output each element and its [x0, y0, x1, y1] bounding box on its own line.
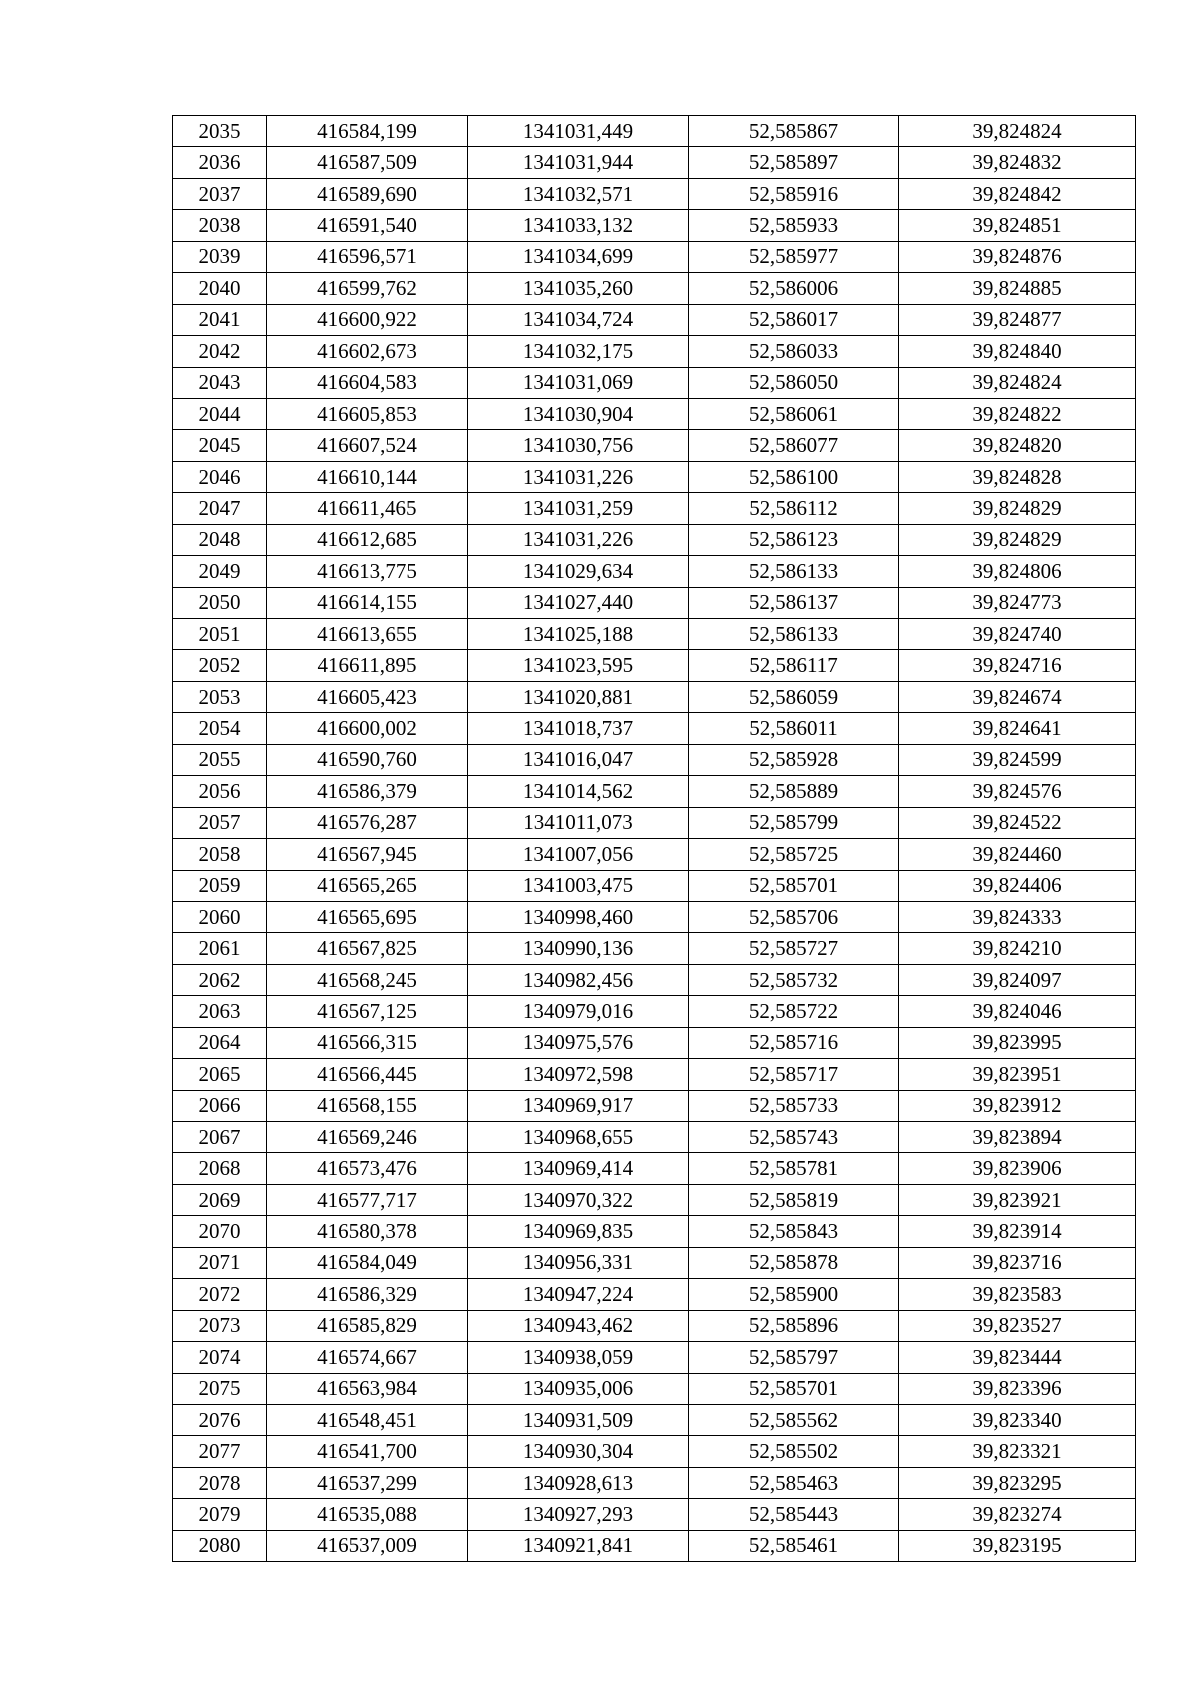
x-coordinate-cell: 416589,690	[267, 178, 468, 209]
point-number-cell: 2079	[173, 1499, 267, 1530]
latitude-cell: 52,585701	[689, 1373, 899, 1404]
table-row	[173, 996, 1136, 1027]
longitude-cell: 39,823195	[899, 1530, 1136, 1561]
x-coordinate-cell: 416599,762	[267, 273, 468, 304]
longitude-cell: 39,824840	[899, 336, 1136, 367]
latitude-cell: 52,585977	[689, 241, 899, 272]
point-number-cell: 2074	[173, 1342, 267, 1373]
x-coordinate-cell: 416567,945	[267, 839, 468, 870]
y-coordinate-cell: 1340969,835	[468, 1216, 689, 1247]
table-row	[173, 210, 1136, 241]
x-coordinate-cell: 416567,125	[267, 996, 468, 1027]
y-coordinate-cell: 1341031,944	[468, 147, 689, 178]
table-row	[173, 304, 1136, 335]
point-number-cell: 2065	[173, 1059, 267, 1090]
x-coordinate-cell: 416565,695	[267, 901, 468, 932]
x-coordinate-cell: 416613,775	[267, 556, 468, 587]
point-number-cell: 2064	[173, 1027, 267, 1058]
table-row	[173, 336, 1136, 367]
latitude-cell: 52,586077	[689, 430, 899, 461]
y-coordinate-cell: 1341014,562	[468, 776, 689, 807]
longitude-cell: 39,823396	[899, 1373, 1136, 1404]
table-row	[173, 744, 1136, 775]
y-coordinate-cell: 1340947,224	[468, 1279, 689, 1310]
latitude-cell: 52,586011	[689, 713, 899, 744]
x-coordinate-cell: 416576,287	[267, 807, 468, 838]
coordinates-table-body	[173, 116, 1136, 1562]
table-row	[173, 901, 1136, 932]
latitude-cell: 52,585928	[689, 744, 899, 775]
x-coordinate-cell: 416605,423	[267, 681, 468, 712]
table-row	[173, 587, 1136, 618]
latitude-cell: 52,585797	[689, 1342, 899, 1373]
x-coordinate-cell: 416565,265	[267, 870, 468, 901]
y-coordinate-cell: 1341018,737	[468, 713, 689, 744]
table-row	[173, 493, 1136, 524]
table-row	[173, 1467, 1136, 1498]
point-number-cell: 2056	[173, 776, 267, 807]
longitude-cell: 39,823295	[899, 1467, 1136, 1498]
point-number-cell: 2077	[173, 1436, 267, 1467]
table-row	[173, 241, 1136, 272]
point-number-cell: 2050	[173, 587, 267, 618]
point-number-cell: 2078	[173, 1467, 267, 1498]
x-coordinate-cell: 416596,571	[267, 241, 468, 272]
x-coordinate-cell: 416541,700	[267, 1436, 468, 1467]
point-number-cell: 2068	[173, 1153, 267, 1184]
longitude-cell: 39,824522	[899, 807, 1136, 838]
coordinates-table	[172, 115, 1136, 1562]
longitude-cell: 39,824828	[899, 461, 1136, 492]
longitude-cell: 39,823716	[899, 1247, 1136, 1278]
x-coordinate-cell: 416591,540	[267, 210, 468, 241]
y-coordinate-cell: 1340938,059	[468, 1342, 689, 1373]
y-coordinate-cell: 1340990,136	[468, 933, 689, 964]
x-coordinate-cell: 416580,378	[267, 1216, 468, 1247]
table-row	[173, 807, 1136, 838]
longitude-cell: 39,823995	[899, 1027, 1136, 1058]
longitude-cell: 39,824876	[899, 241, 1136, 272]
y-coordinate-cell: 1341007,056	[468, 839, 689, 870]
longitude-cell: 39,823527	[899, 1310, 1136, 1341]
table-row	[173, 870, 1136, 901]
y-coordinate-cell: 1341032,175	[468, 336, 689, 367]
y-coordinate-cell: 1340979,016	[468, 996, 689, 1027]
x-coordinate-cell: 416587,509	[267, 147, 468, 178]
latitude-cell: 52,585819	[689, 1184, 899, 1215]
table-row	[173, 650, 1136, 681]
table-row	[173, 1216, 1136, 1247]
y-coordinate-cell: 1341030,904	[468, 398, 689, 429]
longitude-cell: 39,824822	[899, 398, 1136, 429]
y-coordinate-cell: 1341032,571	[468, 178, 689, 209]
point-number-cell: 2044	[173, 398, 267, 429]
longitude-cell: 39,824406	[899, 870, 1136, 901]
longitude-cell: 39,824740	[899, 619, 1136, 650]
x-coordinate-cell: 416584,049	[267, 1247, 468, 1278]
longitude-cell: 39,824842	[899, 178, 1136, 209]
table-row	[173, 1122, 1136, 1153]
latitude-cell: 52,585706	[689, 901, 899, 932]
y-coordinate-cell: 1341025,188	[468, 619, 689, 650]
x-coordinate-cell: 416586,329	[267, 1279, 468, 1310]
latitude-cell: 52,585717	[689, 1059, 899, 1090]
latitude-cell: 52,585716	[689, 1027, 899, 1058]
point-number-cell: 2062	[173, 964, 267, 995]
point-number-cell: 2041	[173, 304, 267, 335]
table-row	[173, 839, 1136, 870]
longitude-cell: 39,823321	[899, 1436, 1136, 1467]
latitude-cell: 52,585867	[689, 116, 899, 147]
point-number-cell: 2042	[173, 336, 267, 367]
point-number-cell: 2051	[173, 619, 267, 650]
latitude-cell: 52,585443	[689, 1499, 899, 1530]
point-number-cell: 2063	[173, 996, 267, 1027]
latitude-cell: 52,585878	[689, 1247, 899, 1278]
x-coordinate-cell: 416537,299	[267, 1467, 468, 1498]
point-number-cell: 2060	[173, 901, 267, 932]
point-number-cell: 2038	[173, 210, 267, 241]
point-number-cell: 2066	[173, 1090, 267, 1121]
longitude-cell: 39,824824	[899, 367, 1136, 398]
y-coordinate-cell: 1340931,509	[468, 1404, 689, 1435]
y-coordinate-cell: 1340970,322	[468, 1184, 689, 1215]
table-row	[173, 1342, 1136, 1373]
y-coordinate-cell: 1341030,756	[468, 430, 689, 461]
latitude-cell: 52,586112	[689, 493, 899, 524]
point-number-cell: 2073	[173, 1310, 267, 1341]
latitude-cell: 52,585933	[689, 210, 899, 241]
longitude-cell: 39,824599	[899, 744, 1136, 775]
latitude-cell: 52,585843	[689, 1216, 899, 1247]
x-coordinate-cell: 416611,465	[267, 493, 468, 524]
latitude-cell: 52,585743	[689, 1122, 899, 1153]
x-coordinate-cell: 416584,199	[267, 116, 468, 147]
x-coordinate-cell: 416586,379	[267, 776, 468, 807]
table-row	[173, 933, 1136, 964]
table-row	[173, 367, 1136, 398]
latitude-cell: 52,585916	[689, 178, 899, 209]
table-row	[173, 1530, 1136, 1561]
y-coordinate-cell: 1341016,047	[468, 744, 689, 775]
latitude-cell: 52,585732	[689, 964, 899, 995]
point-number-cell: 2057	[173, 807, 267, 838]
longitude-cell: 39,823951	[899, 1059, 1136, 1090]
x-coordinate-cell: 416612,685	[267, 524, 468, 555]
y-coordinate-cell: 1340998,460	[468, 901, 689, 932]
longitude-cell: 39,824820	[899, 430, 1136, 461]
latitude-cell: 52,586123	[689, 524, 899, 555]
y-coordinate-cell: 1340921,841	[468, 1530, 689, 1561]
latitude-cell: 52,586006	[689, 273, 899, 304]
y-coordinate-cell: 1341023,595	[468, 650, 689, 681]
x-coordinate-cell: 416614,155	[267, 587, 468, 618]
latitude-cell: 52,585727	[689, 933, 899, 964]
longitude-cell: 39,824716	[899, 650, 1136, 681]
x-coordinate-cell: 416585,829	[267, 1310, 468, 1341]
point-number-cell: 2035	[173, 116, 267, 147]
point-number-cell: 2040	[173, 273, 267, 304]
latitude-cell: 52,585701	[689, 870, 899, 901]
table-row	[173, 178, 1136, 209]
point-number-cell: 2061	[173, 933, 267, 964]
point-number-cell: 2054	[173, 713, 267, 744]
longitude-cell: 39,824641	[899, 713, 1136, 744]
y-coordinate-cell: 1341031,226	[468, 461, 689, 492]
longitude-cell: 39,824210	[899, 933, 1136, 964]
y-coordinate-cell: 1341035,260	[468, 273, 689, 304]
latitude-cell: 52,586059	[689, 681, 899, 712]
longitude-cell: 39,824832	[899, 147, 1136, 178]
latitude-cell: 52,585799	[689, 807, 899, 838]
longitude-cell: 39,824877	[899, 304, 1136, 335]
latitude-cell: 52,585897	[689, 147, 899, 178]
longitude-cell: 39,824829	[899, 493, 1136, 524]
point-number-cell: 2069	[173, 1184, 267, 1215]
x-coordinate-cell: 416563,984	[267, 1373, 468, 1404]
longitude-cell: 39,824885	[899, 273, 1136, 304]
table-row	[173, 273, 1136, 304]
table-row	[173, 1499, 1136, 1530]
y-coordinate-cell: 1340935,006	[468, 1373, 689, 1404]
point-number-cell: 2037	[173, 178, 267, 209]
table-row	[173, 1279, 1136, 1310]
longitude-cell: 39,824773	[899, 587, 1136, 618]
y-coordinate-cell: 1341003,475	[468, 870, 689, 901]
table-row	[173, 1090, 1136, 1121]
table-row	[173, 1184, 1136, 1215]
longitude-cell: 39,823274	[899, 1499, 1136, 1530]
table-row	[173, 1059, 1136, 1090]
point-number-cell: 2052	[173, 650, 267, 681]
point-number-cell: 2067	[173, 1122, 267, 1153]
x-coordinate-cell: 416602,673	[267, 336, 468, 367]
longitude-cell: 39,823894	[899, 1122, 1136, 1153]
longitude-cell: 39,823912	[899, 1090, 1136, 1121]
y-coordinate-cell: 1340928,613	[468, 1467, 689, 1498]
longitude-cell: 39,824824	[899, 116, 1136, 147]
point-number-cell: 2047	[173, 493, 267, 524]
point-number-cell: 2070	[173, 1216, 267, 1247]
table-row	[173, 461, 1136, 492]
table-row	[173, 964, 1136, 995]
point-number-cell: 2046	[173, 461, 267, 492]
x-coordinate-cell: 416604,583	[267, 367, 468, 398]
table-row	[173, 1436, 1136, 1467]
latitude-cell: 52,586033	[689, 336, 899, 367]
longitude-cell: 39,823444	[899, 1342, 1136, 1373]
point-number-cell: 2076	[173, 1404, 267, 1435]
y-coordinate-cell: 1340982,456	[468, 964, 689, 995]
y-coordinate-cell: 1341031,226	[468, 524, 689, 555]
table-row	[173, 430, 1136, 461]
y-coordinate-cell: 1340956,331	[468, 1247, 689, 1278]
latitude-cell: 52,585725	[689, 839, 899, 870]
y-coordinate-cell: 1341029,634	[468, 556, 689, 587]
y-coordinate-cell: 1341027,440	[468, 587, 689, 618]
x-coordinate-cell: 416568,155	[267, 1090, 468, 1121]
latitude-cell: 52,585722	[689, 996, 899, 1027]
latitude-cell: 52,586133	[689, 556, 899, 587]
y-coordinate-cell: 1340930,304	[468, 1436, 689, 1467]
latitude-cell: 52,586117	[689, 650, 899, 681]
x-coordinate-cell: 416567,825	[267, 933, 468, 964]
y-coordinate-cell: 1341033,132	[468, 210, 689, 241]
point-number-cell: 2072	[173, 1279, 267, 1310]
point-number-cell: 2036	[173, 147, 267, 178]
longitude-cell: 39,823583	[899, 1279, 1136, 1310]
longitude-cell: 39,824674	[899, 681, 1136, 712]
table-row	[173, 1247, 1136, 1278]
longitude-cell: 39,823921	[899, 1184, 1136, 1215]
latitude-cell: 52,585896	[689, 1310, 899, 1341]
latitude-cell: 52,586061	[689, 398, 899, 429]
table-row	[173, 1153, 1136, 1184]
table-row	[173, 681, 1136, 712]
x-coordinate-cell: 416610,144	[267, 461, 468, 492]
x-coordinate-cell: 416566,315	[267, 1027, 468, 1058]
latitude-cell: 52,585502	[689, 1436, 899, 1467]
x-coordinate-cell: 416569,246	[267, 1122, 468, 1153]
point-number-cell: 2059	[173, 870, 267, 901]
latitude-cell: 52,586133	[689, 619, 899, 650]
x-coordinate-cell: 416574,667	[267, 1342, 468, 1373]
latitude-cell: 52,585463	[689, 1467, 899, 1498]
longitude-cell: 39,824333	[899, 901, 1136, 932]
table-row	[173, 713, 1136, 744]
y-coordinate-cell: 1341031,259	[468, 493, 689, 524]
latitude-cell: 52,585562	[689, 1404, 899, 1435]
y-coordinate-cell: 1341031,449	[468, 116, 689, 147]
latitude-cell: 52,585781	[689, 1153, 899, 1184]
latitude-cell: 52,586137	[689, 587, 899, 618]
point-number-cell: 2071	[173, 1247, 267, 1278]
x-coordinate-cell: 416600,002	[267, 713, 468, 744]
x-coordinate-cell: 416573,476	[267, 1153, 468, 1184]
table-row	[173, 1373, 1136, 1404]
x-coordinate-cell: 416607,524	[267, 430, 468, 461]
table-row	[173, 556, 1136, 587]
point-number-cell: 2075	[173, 1373, 267, 1404]
latitude-cell: 52,585900	[689, 1279, 899, 1310]
y-coordinate-cell: 1340969,917	[468, 1090, 689, 1121]
table-row	[173, 116, 1136, 147]
y-coordinate-cell: 1340975,576	[468, 1027, 689, 1058]
table-row	[173, 1404, 1136, 1435]
x-coordinate-cell: 416590,760	[267, 744, 468, 775]
y-coordinate-cell: 1340927,293	[468, 1499, 689, 1530]
table-row	[173, 1027, 1136, 1058]
x-coordinate-cell: 416605,853	[267, 398, 468, 429]
longitude-cell: 39,823340	[899, 1404, 1136, 1435]
y-coordinate-cell: 1340968,655	[468, 1122, 689, 1153]
table-row	[173, 619, 1136, 650]
longitude-cell: 39,824097	[899, 964, 1136, 995]
table-row	[173, 398, 1136, 429]
longitude-cell: 39,824460	[899, 839, 1136, 870]
x-coordinate-cell: 416600,922	[267, 304, 468, 335]
y-coordinate-cell: 1341011,073	[468, 807, 689, 838]
x-coordinate-cell: 416613,655	[267, 619, 468, 650]
y-coordinate-cell: 1341034,724	[468, 304, 689, 335]
point-number-cell: 2080	[173, 1530, 267, 1561]
point-number-cell: 2043	[173, 367, 267, 398]
table-row	[173, 776, 1136, 807]
x-coordinate-cell: 416535,088	[267, 1499, 468, 1530]
longitude-cell: 39,824829	[899, 524, 1136, 555]
y-coordinate-cell: 1341020,881	[468, 681, 689, 712]
y-coordinate-cell: 1340969,414	[468, 1153, 689, 1184]
point-number-cell: 2053	[173, 681, 267, 712]
table-row	[173, 147, 1136, 178]
longitude-cell: 39,824806	[899, 556, 1136, 587]
x-coordinate-cell: 416577,717	[267, 1184, 468, 1215]
y-coordinate-cell: 1340972,598	[468, 1059, 689, 1090]
x-coordinate-cell: 416548,451	[267, 1404, 468, 1435]
x-coordinate-cell: 416568,245	[267, 964, 468, 995]
y-coordinate-cell: 1340943,462	[468, 1310, 689, 1341]
longitude-cell: 39,824046	[899, 996, 1136, 1027]
latitude-cell: 52,585461	[689, 1530, 899, 1561]
longitude-cell: 39,823906	[899, 1153, 1136, 1184]
point-number-cell: 2048	[173, 524, 267, 555]
latitude-cell: 52,585733	[689, 1090, 899, 1121]
longitude-cell: 39,824851	[899, 210, 1136, 241]
y-coordinate-cell: 1341034,699	[468, 241, 689, 272]
x-coordinate-cell: 416566,445	[267, 1059, 468, 1090]
table-row	[173, 1310, 1136, 1341]
longitude-cell: 39,823914	[899, 1216, 1136, 1247]
y-coordinate-cell: 1341031,069	[468, 367, 689, 398]
point-number-cell: 2055	[173, 744, 267, 775]
point-number-cell: 2058	[173, 839, 267, 870]
latitude-cell: 52,586100	[689, 461, 899, 492]
latitude-cell: 52,585889	[689, 776, 899, 807]
point-number-cell: 2049	[173, 556, 267, 587]
x-coordinate-cell: 416537,009	[267, 1530, 468, 1561]
point-number-cell: 2039	[173, 241, 267, 272]
x-coordinate-cell: 416611,895	[267, 650, 468, 681]
latitude-cell: 52,586050	[689, 367, 899, 398]
table-row	[173, 524, 1136, 555]
point-number-cell: 2045	[173, 430, 267, 461]
longitude-cell: 39,824576	[899, 776, 1136, 807]
latitude-cell: 52,586017	[689, 304, 899, 335]
